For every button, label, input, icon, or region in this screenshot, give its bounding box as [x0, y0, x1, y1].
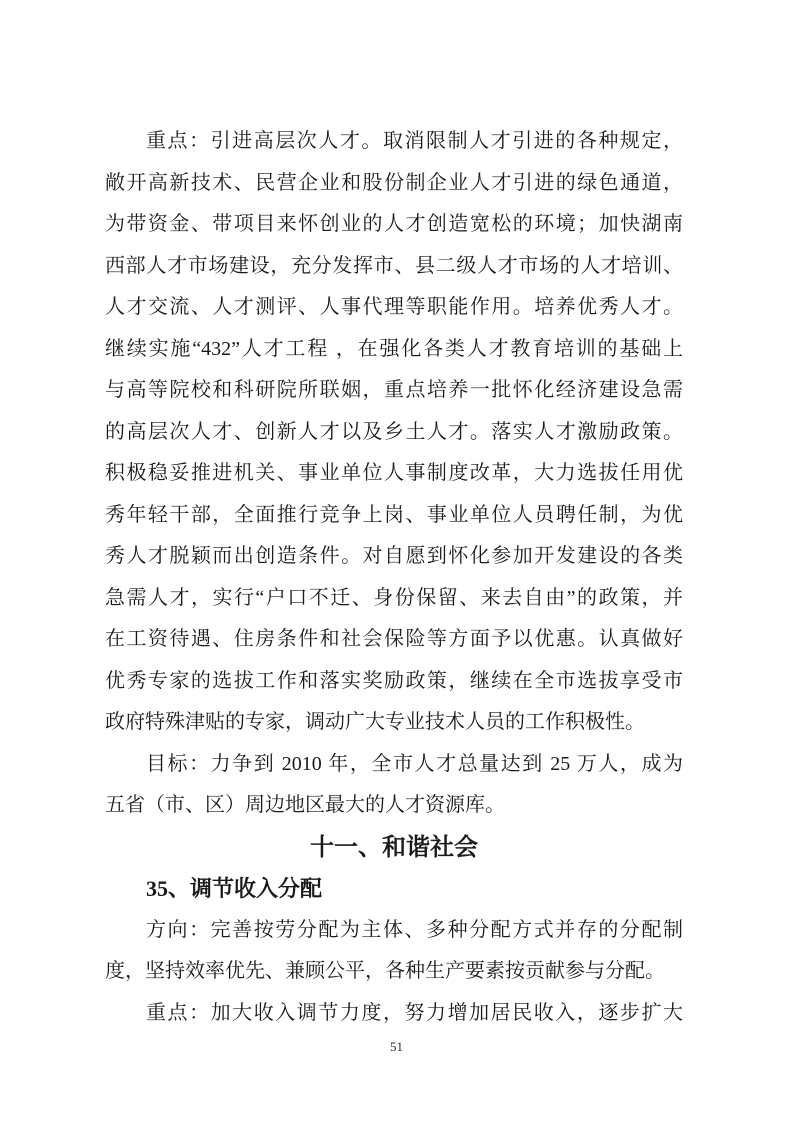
paragraph-talent-key-points: 西部人才市场建设，充分发挥市、县二级人才市场的人才培训、 — [105, 254, 683, 277]
paragraph-talent-key-points: 与高等院校和科研院所联姻，重点培养一批怀化经济建设急需 — [105, 379, 683, 401]
paragraph-talent-key-points: 秀人才脱颖而出创造条件。对自愿到怀化参加开发建设的各类 — [105, 545, 683, 567]
document-content — [105, 121, 683, 1034]
paragraph-talent-key-points: 为带资金、带项目来怀创业的人才创造宽松的环境；加快湖南 — [105, 213, 683, 235]
paragraph-talent-key-points: 在工资待遇、住房条件和社会保险等方面予以优惠。认真做好 — [105, 628, 683, 650]
paragraph-talent-key-points: 敞开高新技术、民营企业和股份制企业人才引进的绿色通道， — [105, 171, 683, 194]
section-heading: 35、调节收入分配 — [146, 876, 323, 901]
page-number: 51 — [390, 1039, 403, 1054]
paragraph-income-distribution-direction: 度，坚持效率优先、兼顾公平，各种生产要素按贡献参与分配。 — [105, 960, 665, 982]
paragraph-talent-key-points: 积极稳妥推进机关、事业单位人事制度改革，大力选拔任用优 — [105, 462, 683, 484]
paragraph-talent-key-points: 的高层次人才、创新人才以及乡土人才。落实人才激励政策。 — [105, 420, 683, 443]
paragraph-talent-key-points: 优秀专家的选拔工作和落实奖励政策，继续在全市选拔享受市 — [105, 669, 683, 692]
paragraph-talent-key-points: 急需人才，实行“户口不迁、身份保留、来去自由”的政策，并 — [105, 586, 683, 609]
paragraph-income-distribution-key-points: 重点：加大收入调节力度，努力增加居民收入，逐步扩大 — [146, 1001, 683, 1024]
paragraph-talent-goal: 目标：力争到 2010 年，全市人才总量达到 25 万人，成为 — [146, 752, 683, 775]
paragraph-income-distribution-direction: 方向：完善按劳分配为主体、多种分配方式并存的分配制 — [146, 918, 683, 941]
paragraph-talent-key-points: 人才交流、人才测评、人事代理等职能作用。培养优秀人才。 — [105, 296, 683, 318]
paragraph-talent-key-points: 秀年轻干部，全面推行竞争上岗、事业单位人员聘任制，为优 — [105, 503, 683, 526]
paragraph-talent-key-points: 重点：引进高层次人才。取消限制人才引进的各种规定， — [146, 130, 683, 152]
chapter-heading: 十一、和谐社会 — [310, 833, 478, 861]
paragraph-talent-goal: 五省（市、区）周边地区最大的人才资源库。 — [105, 794, 505, 816]
paragraph-talent-key-points: 继续实施“432”人才工程 ，在强化各类人才教育培训的基础上 — [105, 337, 683, 360]
paragraph-talent-key-points: 政府特殊津贴的专家，调动广大专业技术人员的工作积极性。 — [105, 711, 645, 733]
